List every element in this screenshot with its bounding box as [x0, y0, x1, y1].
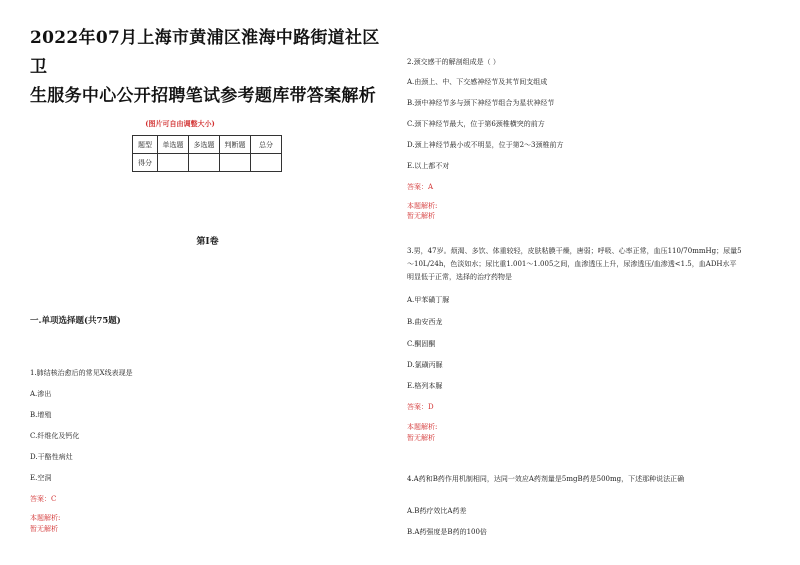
- q3-answer: 答案：D: [407, 403, 434, 411]
- q3-option-d: D.氯磺丙脲: [407, 361, 443, 369]
- question-3-line-2: ～10L/24h，色淡如水；尿比重1.001～1.005之间，血渗透压上升，尿渗透压/血渗透<1.5，血ADH水平: [407, 260, 737, 268]
- q3-option-a: A.甲苯磺丁脲: [407, 296, 450, 304]
- q4-option-b: B.A药强度是B药的100倍: [407, 528, 487, 536]
- question-2: 2.颈交感干的解剖组成是（ ）: [407, 58, 500, 66]
- volume-heading: 第I卷: [196, 237, 219, 247]
- score-header-total: 总分: [251, 136, 282, 154]
- image-note: (图片可自由调整大小): [145, 119, 215, 128]
- q2-analysis-text: 暂无解析: [407, 212, 435, 220]
- q1-option-a: A.渗出: [30, 390, 52, 398]
- score-header-single: 单选题: [158, 136, 189, 154]
- title-line-1: 2022年07月上海市黄浦区淮海中路街道社区卫: [30, 28, 380, 77]
- q3-option-c: C.酮固酮: [407, 340, 436, 348]
- q1-option-c: C.纤维化及钙化: [30, 432, 80, 440]
- q3-analysis-label: 本题解析:: [407, 423, 438, 431]
- score-row-label: 得分: [133, 154, 158, 172]
- left-column: [30, 24, 385, 533]
- score-cell: [189, 154, 220, 172]
- question-3-line-1: 3.男，47岁。烦渴、多饮、体重较轻，皮肤粘膜干燥，唐弱；呼吸、心率正常，血压110/70mmHg；尿量5: [407, 247, 742, 255]
- score-table: [132, 135, 282, 172]
- q2-option-c: C.颈下神经节最大，位于第6颈椎横突的前方: [407, 120, 545, 128]
- q4-option-a: A.B药疗效比A药差: [407, 507, 467, 515]
- question-4: 4.A药和B药作用机制相同，达同一效应A药剂量是5mgB药是500mg，下述那种说法正确: [407, 475, 685, 483]
- q3-option-b: B.曲安西龙: [407, 318, 443, 326]
- section-title: 一.单项选择题(共75题): [30, 316, 121, 326]
- q2-option-e: E.以上都不对: [407, 162, 450, 170]
- q1-analysis-text: 暂无解析: [30, 525, 58, 533]
- q2-option-b: B.颈中神经节多与颈下神经节组合为星状神经节: [407, 99, 555, 107]
- q2-analysis-label: 本题解析:: [407, 202, 438, 210]
- question-1: 1.肺结核治愈后的常见X线表现是: [30, 369, 133, 377]
- score-cell: [251, 154, 282, 172]
- score-header-type: 题型: [133, 136, 158, 154]
- q1-option-b: B.增殖: [30, 411, 52, 419]
- score-header-judge: 判断题: [220, 136, 251, 154]
- document-title: [30, 24, 385, 111]
- title-line-2: 生服务中心公开招聘笔试参考题库带答案解析: [30, 86, 376, 106]
- score-table-row: [133, 154, 282, 172]
- question-3-line-3: 明显低于正常，选择的治疗药物是: [407, 273, 512, 281]
- q3-analysis-text: 暂无解析: [407, 434, 435, 442]
- q1-option-e: E.空洞: [30, 474, 52, 482]
- q2-option-d: D.颈上神经节最小或不明显，位于第2～3颈椎前方: [407, 141, 564, 149]
- score-header-multi: 多选题: [189, 136, 220, 154]
- q1-analysis-label: 本题解析:: [30, 514, 61, 522]
- score-cell: [220, 154, 251, 172]
- score-table-header-row: [133, 136, 282, 154]
- q1-option-d: D.干酪性病灶: [30, 453, 73, 461]
- q2-answer: 答案：A: [407, 183, 434, 191]
- q1-answer: 答案：C: [30, 495, 57, 503]
- q2-option-a: A.由颈上、中、下交感神经节及其节间支组成: [407, 78, 548, 86]
- score-cell: [158, 154, 189, 172]
- q3-option-e: E.格列本脲: [407, 382, 443, 390]
